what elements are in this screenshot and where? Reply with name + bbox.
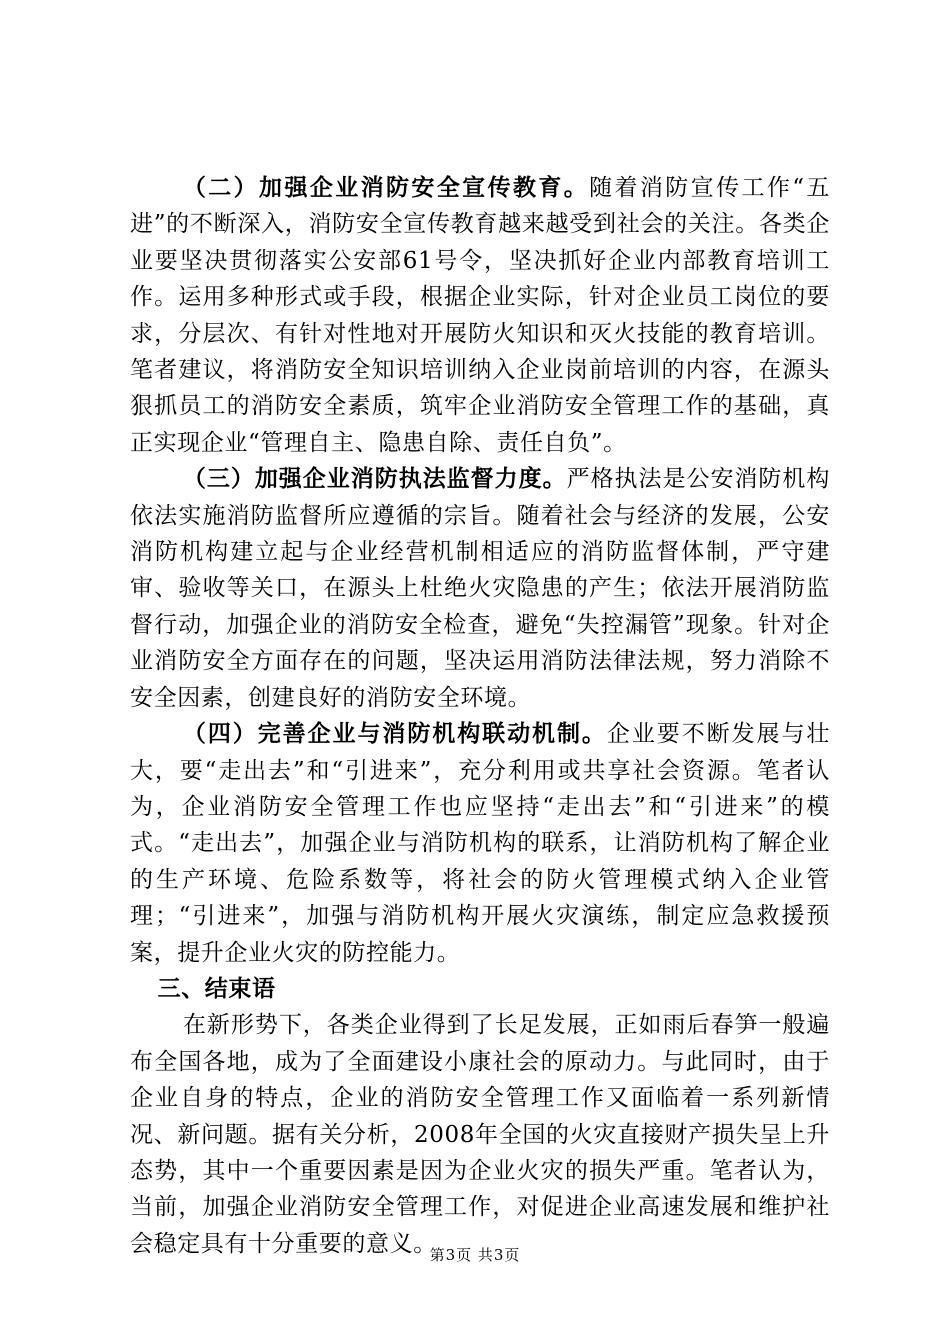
paragraph-text: 随着消防宣传工作“五进”的不断深入，消防安全宣传教育越来越受到社会的关注。各类企业要坚决贯彻落实公安部61号令，坚决抓好企业内部教育培训工作。运用多种形式或手段，根据企业实际，针对企业员工岗位的要求，分层次、有针对性地对开展防火知识和灭火技能的教育培训。笔者建议，将消防安全知识培训纳入企业岗前培训的内容，在源头狠抓员工的消防安全素质，筑牢企业消防安全管理工作的基础，真正实现企业“管理自主、隐患自除、责任自负”。 <box>130 175 830 456</box>
paragraph-text: 企业要不断发展与壮大，要“走出去”和“引进来”，充分利用或共享社会资源。笔者认为，企业消防安全管理工作也应坚持“走出去”和“引进来”的模式。“走出去”，加强企业与消防机构的联系，让消防机构了解企业的生产环境、危险系数等，将社会的防火管理模式纳入企业管理；“引进来”，加强与消防机构开展火灾演练，制定应急救援预案，提升企业火灾的防控能力。 <box>130 721 830 966</box>
paragraph-publicity-education <box>130 170 830 461</box>
paragraph-law-enforcement <box>130 461 830 716</box>
document-body <box>130 170 830 1262</box>
conclusion-heading: 三、结束语 <box>157 975 276 1002</box>
paragraph-lead-heading: （四）完善企业与消防机构联动机制。 <box>182 721 607 748</box>
paragraph-lead-heading: （三）加强企业消防执法监督力度。 <box>182 466 567 493</box>
paragraph-linkage-mechanism <box>130 716 830 971</box>
conclusion-paragraph: 在新形势下，各类企业得到了长足发展，正如雨后春笋一般遍布全国各地，成为了全面建设小康社会的原动力。与此同时，由于企业自身的特点，企业的消防安全管理工作又面临着一系列新情况、新问题。据有关分析，2008年全国的火灾直接财产损失呈上升态势，其中一个重要因素是因为企业火灾的损失严重。笔者认为，当前，加强企业消防安全管理工作，对促进企业高速发展和维护社会稳定具有十分重要的意义。 <box>130 1012 830 1257</box>
page-number-footer: 第3页 共3页 <box>429 1246 521 1264</box>
paragraph-lead-heading: （二）加强企业消防安全宣传教育。 <box>182 175 590 201</box>
paragraph-text: 严格执法是公安消防机构依法实施消防监督所应遵循的宗旨。随着社会与经济的发展，公安消防机构建立起与企业经营机制相适应的消防监督体制，严守建审、验收等关口，在源头上杜绝火灾隐患的产生；依法开展消防监督行动，加强企业的消防安全检查，避免“失控漏管”现象。针对企业消防安全方面存在的问题，坚决运用消防法律法规，努力消除不安全因素，创建良好的消防安全环境。 <box>130 466 830 711</box>
